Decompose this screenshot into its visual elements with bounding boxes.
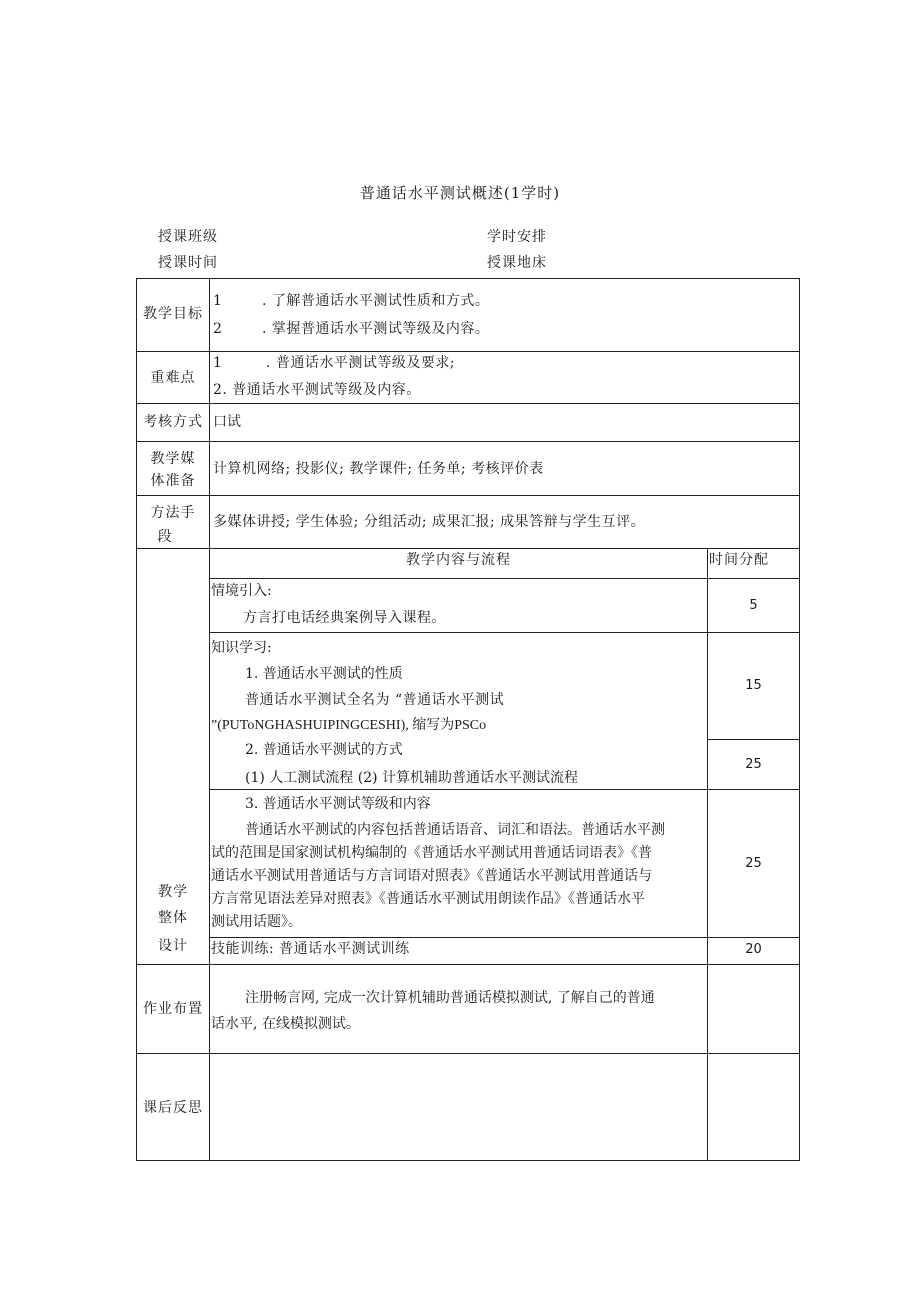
design-label-line1: 教学 (158, 884, 188, 900)
levels-line-1: 普通话水平测试的内容包括普通话语音、词汇和语法。普通话水平测 (245, 822, 665, 838)
page-title: 普通话水平测试概述(1学时) (359, 184, 561, 202)
difficulty-1-text: . 普通话水平测试等级及要求; (266, 355, 456, 371)
homework-line-1: 注册畅言网, 完成一次计算机辅助普通话模拟测试, 了解自己的普通 (245, 990, 655, 1006)
homework-label: 作业布置 (143, 1001, 203, 1017)
class-label: 授课班级 (158, 229, 218, 245)
goal-2-text: . 掌握普通话水平测试等级及内容。 (262, 321, 490, 337)
skills-time: 20 (745, 942, 762, 957)
media-label-line2: 体准备 (150, 473, 196, 489)
difficulty-2-text: 2. 普通话水平测试等级及内容。 (213, 382, 421, 398)
method-line: (1) 人工测试流程 (2) 计算机辅助普通话水平测试流程 (245, 770, 579, 786)
reflection-label: 课后反思 (143, 1100, 203, 1116)
levels-line-2: 试的范围是国家测试机构编制的《普通话水平测试用普通话词语表》《普 (211, 845, 652, 861)
knowledge-time: 15 (745, 678, 762, 693)
design-header-content: 教学内容与流程 (406, 552, 511, 568)
media-value: 计算机网络; 投影仪; 教学课件; 任务单; 考核评价表 (213, 461, 544, 477)
levels-line-5: 测试用话题》。 (211, 914, 302, 930)
place-label: 授课地床 (487, 255, 547, 271)
levels-line-4: 方言常见语法差异对照表》《普通话水平测试用朗读作品》《普通话水平 (211, 891, 645, 907)
difficulty-label: 重难点 (150, 370, 196, 386)
difficulty-1-num: 1 (213, 355, 222, 371)
levels-time: 25 (745, 856, 762, 871)
methods-label-line2: 段 (157, 529, 173, 545)
methods-label-line1: 方法手 (150, 505, 196, 521)
intro-heading: 情境引入: (211, 583, 272, 599)
method-sub2: 2. 普通话水平测试的方式 (245, 742, 403, 758)
levels-sub3: 3. 普通话水平测试等级和内容 (245, 796, 431, 812)
homework-line-2: 话水平, 在线模拟测试。 (211, 1016, 360, 1032)
design-label-line2: 整体 (158, 910, 188, 926)
methods-value: 多媒体讲授; 学生体验; 分组活动; 成果汇报; 成果答辩与学生互评。 (213, 514, 646, 530)
levels-line-3: 通话水平测试用普通话与方言词语对照表》《普通话水平测试用普通话与 (211, 868, 652, 884)
assessment-value: 口试 (213, 414, 241, 430)
homework-text (211, 987, 705, 1037)
method-time: 25 (745, 757, 762, 772)
knowledge-line1: 普通话水平测试全名为 “普通话水平测试 (245, 692, 505, 708)
goal-1-text: . 了解普通话水平测试性质和方式。 (262, 293, 490, 309)
knowledge-line2: ”(PUToNGHASHUIPINGCESHI), 缩写为PSCo (211, 718, 487, 733)
goals-label: 教学目标 (143, 306, 203, 322)
skills-text: 技能训练: 普通话水平测试训练 (211, 941, 410, 957)
goal-2-num: 2 (213, 321, 222, 337)
levels-paragraph (211, 819, 705, 937)
media-label-line1: 教学媒 (150, 451, 196, 467)
intro-text: 方言打电话经典案例导入课程。 (243, 610, 446, 626)
hours-label: 学时安排 (487, 229, 547, 245)
knowledge-heading: 知识学习: (211, 640, 272, 656)
design-label-line3: 设计 (158, 938, 188, 954)
design-header-time: 时间分配 (709, 552, 769, 568)
assessment-label: 考核方式 (143, 414, 203, 430)
knowledge-sub1: 1. 普通话水平测试的性质 (245, 666, 403, 682)
intro-time: 5 (749, 598, 758, 613)
time-label: 授课时间 (158, 255, 218, 271)
goal-1-num: 1 (213, 293, 222, 309)
